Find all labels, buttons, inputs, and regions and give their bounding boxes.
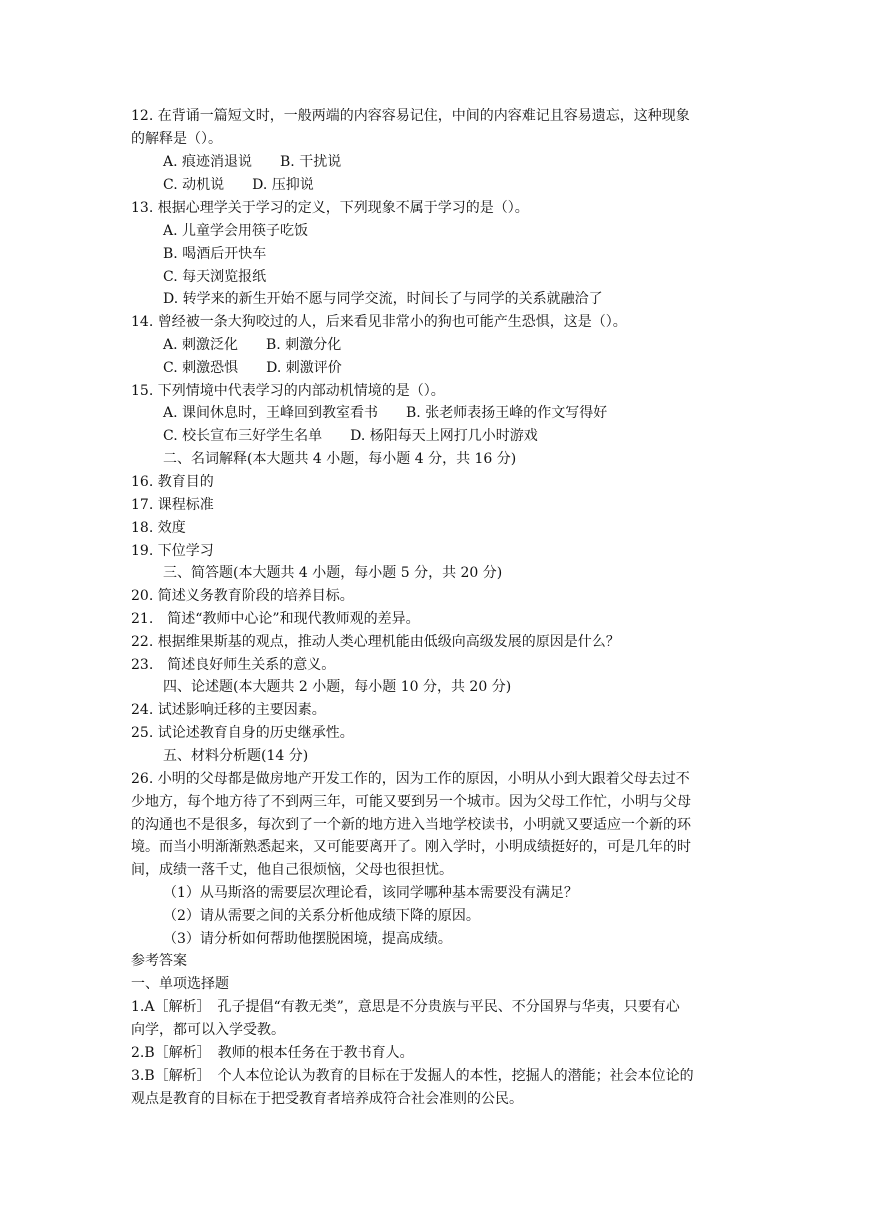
q26-subquestion: （1）从马斯洛的需要层次理论看，该同学哪种基本需要没有满足？ bbox=[163, 885, 578, 901]
q26-subquestion: （3）请分析如何帮助他摆脱困境，提高成绩。 bbox=[163, 931, 452, 947]
q13-option-a: A. 儿童学会用筷子吃饭 bbox=[163, 223, 309, 239]
section2-item: 16. 教育目的 bbox=[131, 474, 214, 490]
q14-options-cd: C. 刺激恐惧 D. 刺激评价 bbox=[163, 360, 342, 376]
answers-part1-heading: 一、单项选择题 bbox=[131, 976, 229, 992]
q15-options-ab: A. 课间休息时，王峰回到教室看书 B. 张老师表扬王峰的作文写得好 bbox=[163, 405, 608, 421]
section4-heading: 四、论述题(本大题共 2 小题，每小题 10 分，共 20 分) bbox=[163, 679, 512, 695]
q26-passage-line: 的沟通也不是很多，每次到了一个新的地方进入当地学校读书，小明就又要适应一个新的环 bbox=[131, 817, 691, 833]
q13-option-b: B. 喝酒后开快车 bbox=[163, 246, 267, 262]
q13-stem: 13. 根据心理学关于学习的定义，下列现象不属于学习的是（）。 bbox=[131, 200, 529, 216]
q12-stem-line2: 的解释是（）。 bbox=[131, 131, 222, 147]
answer-line: 2.B［解析］ 教师的根本任务在于教书育人。 bbox=[131, 1045, 414, 1061]
answer-line: 向学，都可以入学受教。 bbox=[131, 1022, 285, 1038]
q26-passage-line: 少地方，每个地方待了不到两三年，可能又要到另一个城市。因为父母工作忙，小明与父母 bbox=[131, 794, 691, 810]
answer-line: 1.A［解析］ 孔子提倡“有教无类”，意思是不分贵族与平民、不分国界与华夷，只要有心 bbox=[131, 999, 680, 1015]
q14-stem: 14. 曾经被一条大狗咬过的人，后来看见非常小的狗也可能产生恐惧，这是（）。 bbox=[131, 314, 627, 330]
q26-passage-line: 境。而当小明渐渐熟悉起来，又可能要离开了。刚入学时，小明成绩挺好的，可是几年的时 bbox=[131, 839, 691, 855]
answers-title: 参考答案 bbox=[131, 953, 187, 969]
section3-item: 23. 简述良好师生关系的意义。 bbox=[131, 657, 336, 673]
q12-options-ab: A. 痕迹消退说 B. 干扰说 bbox=[163, 154, 342, 170]
section2-item: 18. 效度 bbox=[131, 520, 186, 536]
q13-option-c: C. 每天浏览报纸 bbox=[163, 269, 267, 285]
q12-stem-line1: 12. 在背诵一篇短文时，一般两端的内容容易记住，中间的内容难记且容易遗忘，这种现象 bbox=[131, 108, 690, 124]
section4-item: 25. 试论述教育自身的历史继承性。 bbox=[131, 725, 354, 741]
answer-line: 观点是教育的目标在于把受教育者培养成符合社会准则的公民。 bbox=[131, 1091, 523, 1107]
q26-passage-line: 26. 小明的父母都是做房地产开发工作的，因为工作的原因，小明从小到大跟着父母去过不 bbox=[131, 771, 690, 787]
section3-item: 20. 简述义务教育阶段的培养目标。 bbox=[131, 588, 354, 604]
section3-item: 22. 根据维果斯基的观点，推动人类心理机能由低级向高级发展的原因是什么？ bbox=[131, 634, 620, 650]
q26-passage-line: 间，成绩一落千丈，他自己很烦恼，父母也很担忧。 bbox=[131, 862, 453, 878]
q15-stem: 15. 下列情境中代表学习的内部动机情境的是（）。 bbox=[131, 383, 445, 399]
section3-heading: 三、简答题(本大题共 4 小题，每小题 5 分，共 20 分) bbox=[163, 565, 503, 581]
section2-item: 19. 下位学习 bbox=[131, 543, 214, 559]
q26-subquestion: （2）请从需要之间的关系分析他成绩下降的原因。 bbox=[163, 908, 480, 924]
section2-item: 17. 课程标准 bbox=[131, 497, 214, 513]
section2-heading: 二、名词解释(本大题共 4 小题，每小题 4 分，共 16 分) bbox=[163, 451, 517, 467]
q13-option-d: D. 转学来的新生开始不愿与同学交流，时间长了与同学的关系就融洽了 bbox=[163, 291, 603, 307]
q15-options-cd: C. 校长宣布三好学生名单 D. 杨阳每天上网打几小时游戏 bbox=[163, 428, 538, 444]
q14-options-ab: A. 刺激泛化 B. 刺激分化 bbox=[163, 337, 342, 353]
section5-heading: 五、材料分析题(14 分) bbox=[163, 748, 309, 764]
section4-item: 24. 试述影响迁移的主要因素。 bbox=[131, 702, 326, 718]
section3-item: 21. 简述“教师中心论”和现代教师观的差异。 bbox=[131, 611, 420, 627]
answer-line: 3.B［解析］ 个人本位论认为教育的目标在于发掘人的本性，挖掘人的潜能；社会本位论的 bbox=[131, 1068, 694, 1084]
q12-options-cd: C. 动机说 D. 压抑说 bbox=[163, 177, 314, 193]
